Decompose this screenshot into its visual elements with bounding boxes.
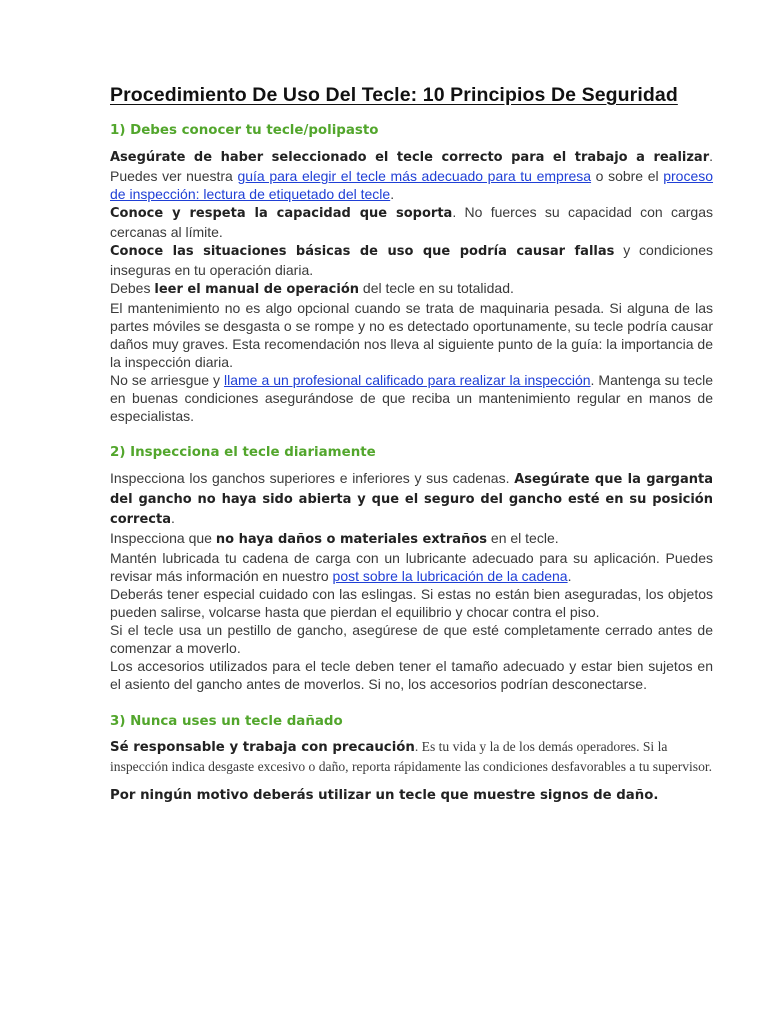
paragraph: Deberás tener especial cuidado con las eslingas. Si estas no están bien aseguradas, los objetos pueden salirse, volcarse hasta que pierdan el equilibrio y chocar contra el piso. [110,586,713,620]
bold-text: Conoce y respeta la capacidad que soporta [110,206,453,221]
bold-text: Sé responsable y trabaja con precaución [110,740,415,755]
bold-text: Asegúrate de haber seleccionado el tecle correcto para el trabajo a realizar [110,150,710,165]
link-lubricacion-cadena[interactable]: post sobre la lubricación de la cadena [332,568,568,584]
paragraph [110,279,713,299]
final-warning: Por ningún motivo deberás utilizar un tecle que muestre signos de daño. [110,788,659,803]
paragraph: Los accesorios utilizados para el tecle deben tener el tamaño adecuado y estar bien sujetos en el asiento del gancho antes de moverlos. Si no, los accesorios podrían desconectarse. [110,658,713,692]
paragraph-text: y condiciones inseguras en tu operación diaria. [110,242,713,278]
paragraph-text: Debes [110,280,155,296]
paragraph-text: . No fuerces su capacidad con cargas cercanas al límite. [110,204,713,240]
section-2-body [110,469,713,693]
paragraph [110,529,713,549]
bold-text: no haya daños o materiales extraños [215,532,488,547]
paragraph-text: . [567,568,572,584]
link-guia-elegir-tecle[interactable]: guía para elegir el tecle más adecuado para tu empresa [237,168,592,184]
document-content [110,84,713,803]
bold-text: Conoce las situaciones básicas de uso que podría causar fallas [110,244,615,259]
paragraph-text: . Puedes ver nuestra [110,148,713,184]
paragraph-text: . Es tu vida y la de los demás operadores. Si la inspección indica desgaste excesivo o daño, reporta rápidamente las condiciones desfavorables a tu supervisor. [110,739,713,774]
paragraph-text: del tecle en su totalidad. [359,280,514,296]
section-1-heading: 1) Debes conocer tu tecle/polipasto [110,123,379,138]
page-title: Procedimiento De Uso Del Tecle: 10 Principios De Seguridad [110,84,678,106]
paragraph [110,469,713,529]
paragraph-text: . Mantenga su tecle en buenas condiciones asegurándose de que reciba un mantenimiento regular en manos de especialistas. [110,372,714,424]
link-proceso-inspeccion[interactable]: proceso de inspección: lectura de etiquetado del tecle [110,168,714,202]
bold-text: leer el manual de operación [154,282,360,297]
paragraph: Si el tecle usa un pestillo de gancho, asegúrese de que esté completamente cerrado antes de comenzar a moverlo. [110,622,713,656]
paragraph [110,203,713,241]
paragraph [110,147,713,203]
bold-text: Asegúrate que la garganta del gancho no haya sido abierta y que el seguro del gancho esté en su posición correcta [110,472,714,527]
paragraph-text: No se arriesgue y [110,372,224,388]
paragraph-text: . [390,186,395,202]
paragraph-text: en el tecle. [487,530,559,546]
link-llame-profesional[interactable]: llame a un profesional calificado para realizar la inspección [224,372,591,388]
section-1-body [110,147,713,425]
paragraph [110,549,713,585]
paragraph-text: Mantén lubricada tu cadena de carga con un lubricante adecuado para su aplicación. Puedes revisar más información en nuestro [110,550,713,584]
paragraph [110,371,713,425]
paragraph-text: Inspecciona que [110,530,216,546]
paragraph: El mantenimiento no es algo opcional cuando se trata de maquinaria pesada. Si alguna de las partes móviles se desgasta o se rompe y no es detectado oportunamente, su tecle podría causar daños muy graves. Esta recomendación nos lleva al siguiente punto de la guía: la importancia de la inspección diaria. [110,300,713,370]
paragraph [110,737,713,776]
section-2-heading: 2) Inspecciona el tecle diariamente [110,445,376,460]
paragraph [110,241,713,279]
paragraph-text: Inspecciona los ganchos superiores e inferiores y sus cadenas. [110,470,515,486]
paragraph-text: o sobre el [591,168,664,184]
section-3-heading: 3) Nunca uses un tecle dañado [110,714,343,729]
paragraph-text: . [170,510,175,526]
